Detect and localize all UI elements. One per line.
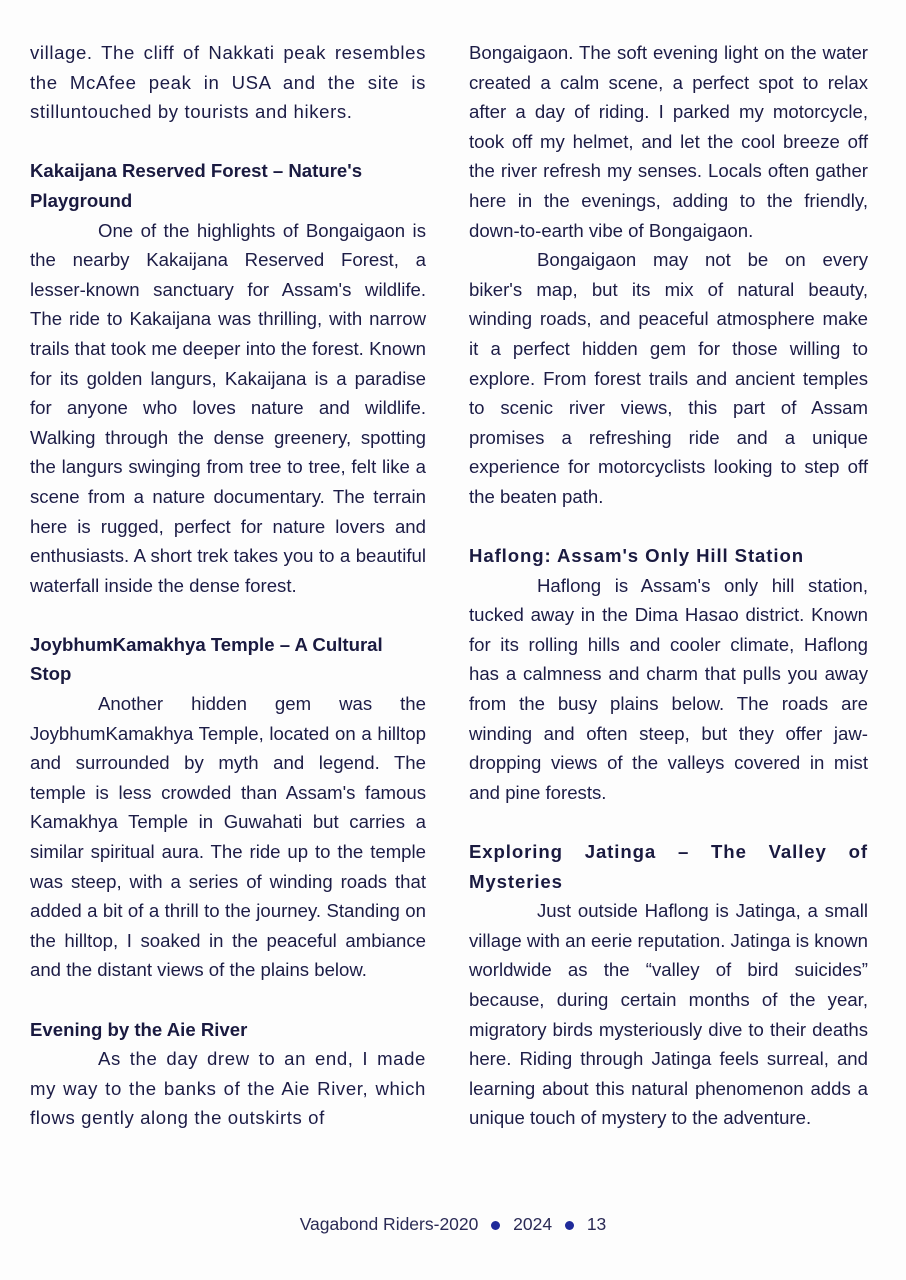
bullet-dot-icon <box>491 1221 500 1230</box>
left-column <box>30 38 426 1133</box>
bongaigaon-conclusion: Bongaigaon may not be on every biker's map, but its mix of natural beauty, winding roads, and peaceful atmosphere make it a perfect hidden gem for those willing to explore. From forest trails and ancient temples to scenic river views, this part of Assam promises a refreshing ride and a unique experience for motorcyclists looking to step off the beaten path. <box>469 249 868 507</box>
section-body-jatinga: Just outside Haflong is Jatinga, a small village with an eerie reputation. Jatinga is known worldwide as the “valley of bird suicides” because, during certain months of the year, migratory birds mysteriously dive to their deaths here. Riding through Jatinga feels surreal, and learning about this natural phenomenon adds a unique touch of mystery to the adventure. <box>469 900 868 1129</box>
section-heading-kakaijana: Kakaijana Reserved Forest – Nature's Playground <box>30 160 363 211</box>
section-heading-haflong: Haflong: Assam's Only Hill Station <box>469 545 804 567</box>
intro-continuation: village. The cliff of Nakkati peak resembles the McAfee peak in USA and the site is stilluntouched by tourists and hikers. <box>30 42 426 123</box>
section-body-kakaijana: One of the highlights of Bongaigaon is the nearby Kakaijana Reserved Forest, a lesser-known sanctuary for Assam's wildlife. The ride to Kakaijana was thrilling, with narrow trails that took me deeper into the forest. Known for its golden langurs, Kakaijana is a paradise for anyone who loves nature and wildlife. Walking through the dense greenery, spotting the langurs swinging from tree to tree, felt like a scene from a nature documentary. The terrain here is rugged, perfect for nature lovers and enthusiasts. A short trek takes you to a beautiful waterfall inside the dense forest. <box>30 219 426 596</box>
section-body-aie-river: As the day drew to an end, I made my way to the banks of the Aie River, which flows gently along the outskirts of <box>30 1048 426 1129</box>
section-heading-jatinga: Exploring Jatinga – The Valley of Mysteries <box>469 841 868 892</box>
page-number: 13 <box>586 1214 607 1234</box>
section-body-joybhum-temple: Another hidden gem was the JoybhumKamakhya Temple, located on a hilltop and surrounded by myth and legend. The temple is less crowded than Assam's famous Kamakhya Temple in Guwahati but carries a similar spiritual aura. The ride up to the temple was steep, with a series of winding roads that added a bit of a thrill to the journey. Standing on the hilltop, I soaked in the peaceful ambiance and the distant views of the plains below. <box>30 693 426 981</box>
publication-name: Vagabond Riders-2020 <box>299 1214 479 1234</box>
section-body-haflong: Haflong is Assam's only hill station, tucked away in the Dima Hasao district. Known for its rolling hills and cooler climate, Haflong has a calmness and charm that pulls you away from the busy plains below. The roads are winding and often steep, but they offer jaw-dropping views of the valleys covered in mist and pine forests. <box>469 574 868 803</box>
page-footer <box>0 1214 906 1235</box>
right-column <box>469 38 868 1133</box>
aie-river-continuation: Bongaigaon. The soft evening light on the water created a calm scene, a perfect spot to relax after a day of riding. I parked my motorcycle, took off my helmet, and let the cool breeze off the river refresh my senses. Locals often gather here in the evenings, adding to the friendly, down-to-earth vibe of Bongaigaon. <box>469 42 868 241</box>
section-heading-aie-river: Evening by the Aie River <box>30 1018 248 1040</box>
bullet-dot-icon <box>565 1221 574 1230</box>
publication-year: 2024 <box>513 1214 553 1234</box>
section-heading-joybhum-temple: JoybhumKamakhya Temple – A Cultural Stop <box>30 633 383 685</box>
